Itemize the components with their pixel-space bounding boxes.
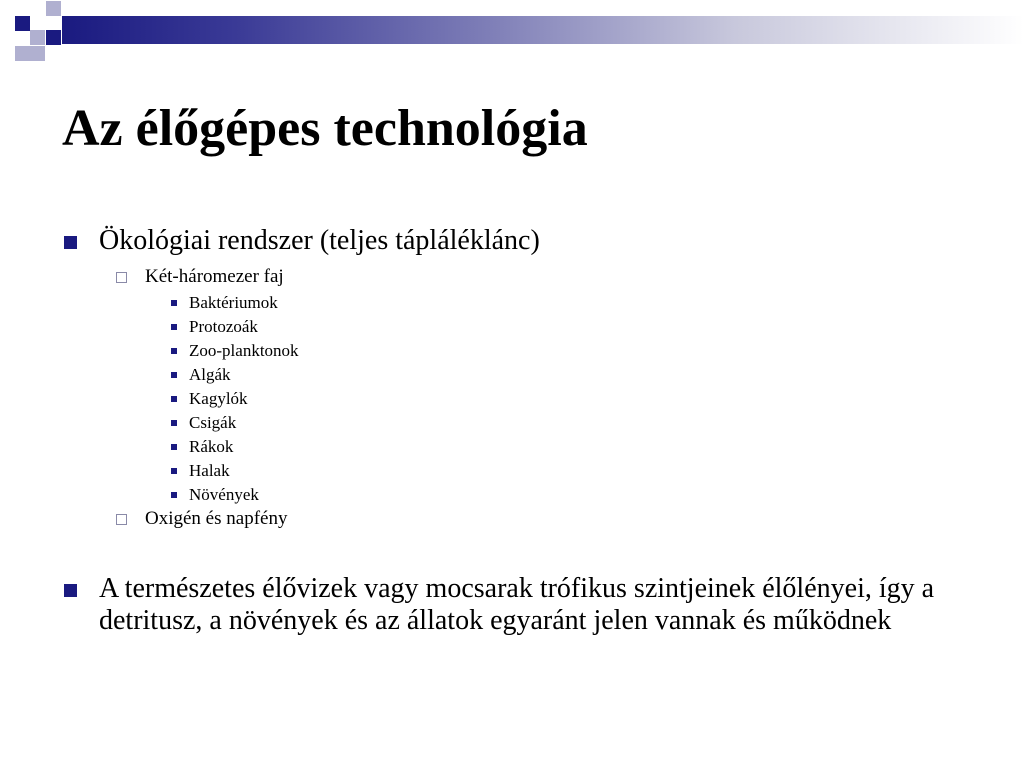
small-square-bullet-icon [171, 468, 177, 474]
hollow-square-bullet-icon [116, 514, 127, 525]
filled-square-bullet-icon [64, 236, 77, 249]
species-item [145, 411, 962, 435]
species-text: Kagylók [189, 389, 248, 408]
species-item [145, 435, 962, 459]
bullet-item [62, 225, 962, 531]
slide-title: Az élőgépes technológia [62, 100, 588, 157]
bullet-text: Ökológiai rendszer (teljes tápláléklánc) [99, 225, 540, 256]
small-square-bullet-icon [171, 492, 177, 498]
filled-square-bullet-icon [64, 584, 77, 597]
small-square-bullet-icon [171, 324, 177, 330]
species-text: Protozoák [189, 317, 258, 336]
decorative-square [30, 30, 45, 45]
species-text: Rákok [189, 437, 234, 456]
species-item [145, 315, 962, 339]
species-text: Baktériumok [189, 293, 278, 312]
decorative-square [46, 1, 61, 16]
small-square-bullet-icon [171, 420, 177, 426]
decorative-square [46, 30, 61, 45]
small-square-bullet-icon [171, 348, 177, 354]
species-list [145, 291, 962, 507]
hollow-square-bullet-icon [116, 272, 127, 283]
decorative-square [15, 46, 30, 61]
species-item [145, 483, 962, 507]
species-item [145, 363, 962, 387]
decorative-square [30, 46, 45, 61]
decorative-square [15, 16, 30, 31]
species-text: Növények [189, 485, 259, 504]
bullet-list [62, 225, 962, 637]
sub-bullet-text: Oxigén és napfény [145, 508, 288, 529]
species-item [145, 387, 962, 411]
species-text: Halak [189, 461, 230, 480]
sub-bullet-item [99, 265, 962, 507]
bullet-text: A természetes élővizek vagy mocsarak trófikus szintjeinek élőlényei, így a detritusz, a növények és az állatok egyaránt jelen vannak és működnek [99, 573, 935, 636]
species-text: Csigák [189, 413, 237, 432]
small-square-bullet-icon [171, 444, 177, 450]
species-item [145, 291, 962, 315]
header-gradient-band [62, 16, 1024, 44]
sub-bullet-list [99, 265, 962, 531]
species-item [145, 339, 962, 363]
small-square-bullet-icon [171, 372, 177, 378]
small-square-bullet-icon [171, 300, 177, 306]
slide-content [62, 225, 962, 637]
small-square-bullet-icon [171, 396, 177, 402]
species-text: Algák [189, 365, 231, 384]
species-item [145, 459, 962, 483]
species-text: Zoo-planktonok [189, 341, 299, 360]
sub-bullet-text: Két-háromezer faj [145, 266, 284, 287]
sub-bullet-item [99, 507, 962, 531]
bullet-item [62, 573, 962, 637]
